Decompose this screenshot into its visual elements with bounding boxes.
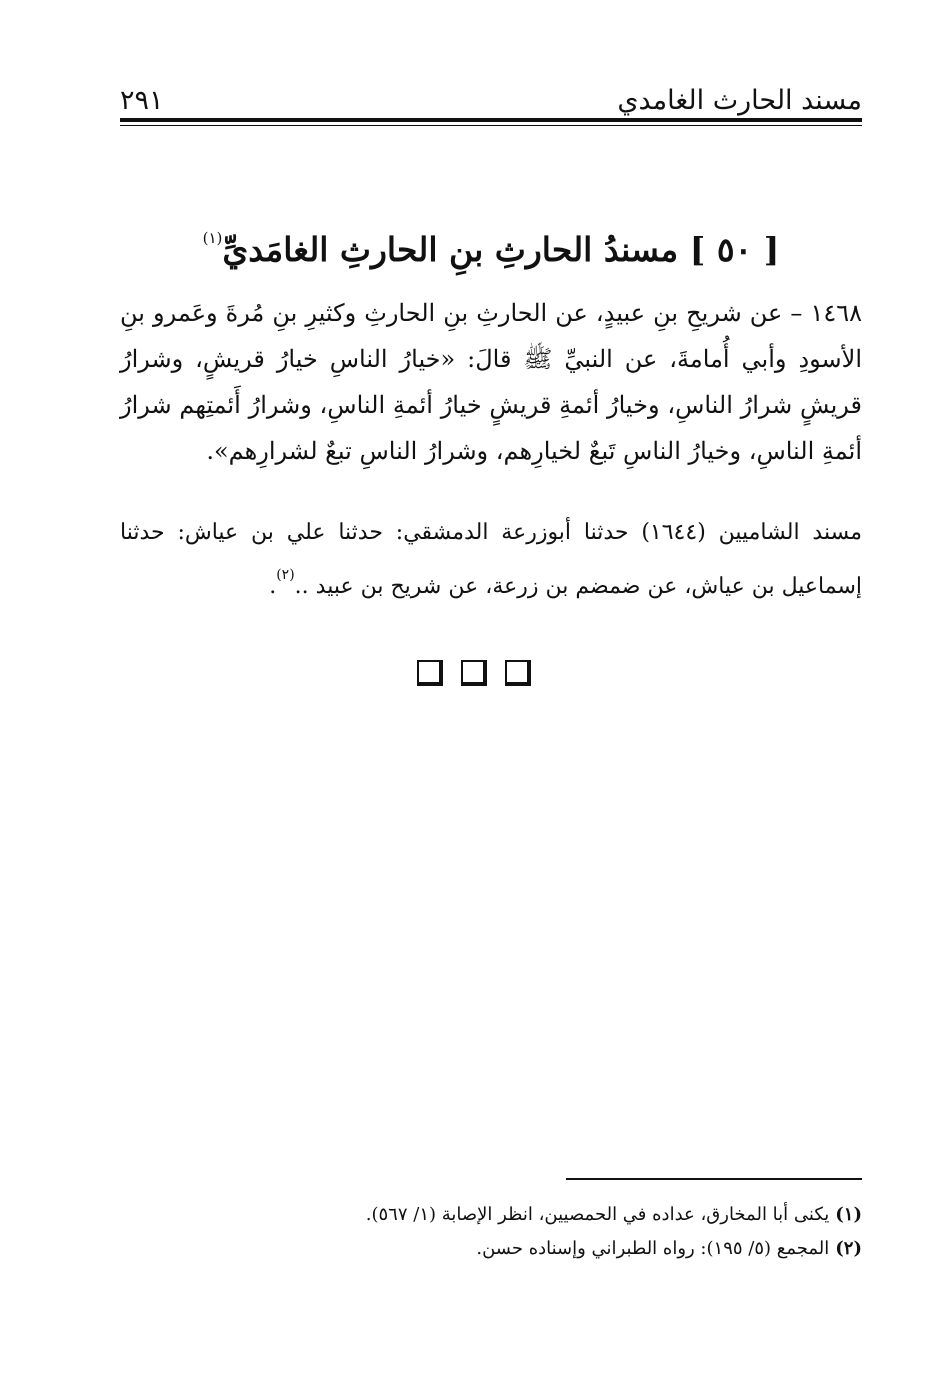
- footnote-text: يكنى أبا المخارق، عداده في الحمصيين، انظر الإصابة (١/ ٥٦٧).: [365, 1204, 830, 1225]
- source-text: مسند الشاميين (١٦٤٤) حدثنا أبوزرعة الدمشقي: حدثنا علي بن عياش: حدثنا إسماعيل بن عياش، عن ضمضم بن زرعة، عن شريح بن عبيد ..: [120, 520, 863, 599]
- running-header: [120, 82, 862, 122]
- footnote-ref-2: (٢): [276, 567, 295, 583]
- source-paragraph: [120, 512, 862, 608]
- separator-box-icon: [461, 660, 487, 686]
- footnote-marker: (١): [835, 1204, 862, 1225]
- header-title: مسند الحارث الغامدي: [617, 85, 862, 116]
- hadith-paragraph: ١٤٦٨ – عن شريحِ بنِ عبيدٍ، عن الحارثِ بنِ الحارثِ وكثيرِ بنِ مُرةَ وعَمرو بنِ الأسودِ وأبي أُمامةَ، عن النبيِّ ﷺ قالَ: «خيارُ الناسِ خيارُ قريشٍ، وشرارُ قريشٍ شرارُ الناسِ، وخيارُ أئمةِ قريشٍ خيارُ أئمةِ الناسِ، وشرارُ أَئمتِهم شرارُ أئمةِ الناسِ، وخيارُ الناسِ تَبعٌ لخيارِهم، وشرارُ الناسِ تبعٌ لشرارِهم».: [120, 299, 862, 465]
- source-end: .: [269, 574, 277, 599]
- section-separator: [0, 660, 947, 692]
- section-heading: [120, 210, 862, 270]
- footnote-1: [120, 1198, 862, 1232]
- separator-box-icon: [417, 660, 443, 686]
- footnote-ref-1: (١): [202, 229, 223, 247]
- footnote-2: [120, 1232, 862, 1266]
- section-heading-text: [ ٥٠ ] مسندُ الحارثِ بنِ الحارثِ الغامَديِّ: [222, 230, 780, 269]
- footnote-marker: (٢): [835, 1238, 862, 1259]
- separator-box-icon: [505, 660, 531, 686]
- header-rule-thick: [120, 118, 862, 122]
- footnote-rule: [566, 1178, 862, 1180]
- page-number: ٢٩١: [120, 85, 164, 116]
- footnotes: [120, 1198, 862, 1266]
- header-rule-thin: [120, 125, 862, 126]
- footnote-text: المجمع (٥/ ١٩٥): رواه الطبراني وإسناده حسن.: [476, 1238, 830, 1259]
